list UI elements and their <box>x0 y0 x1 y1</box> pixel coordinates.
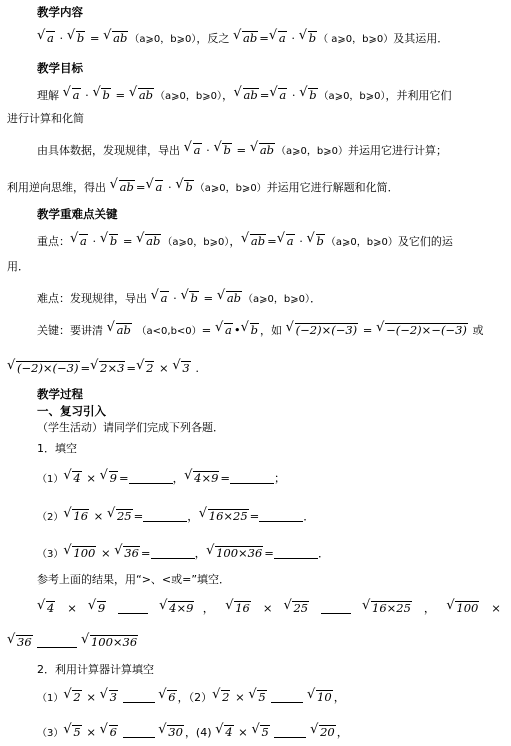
q2-line-1: （1）√ 2 × √ 3 √ 6 ，（2）√ 2 × √ 5 √ 10 ， <box>37 689 345 707</box>
keypoints-key-1: 关键：要讲清 √ ab （a<0,b<0）= √ a •√ b ，如 √ (−2)×(−3) = √ −(−2)×−(−3) 或 <box>37 322 484 340</box>
heading-process: 教学过程 <box>37 387 83 401</box>
blank[interactable] <box>118 601 148 614</box>
keypoints-important-2: 用． <box>7 260 29 273</box>
blank[interactable] <box>321 601 351 614</box>
activity-text: （学生活动）请同学们完成下列各题． <box>37 421 224 434</box>
keypoints-important-1: 重点：√ a · √ b = √ ab （a⩾0，b⩾0），√ ab =√ a · √ b （a⩾0，b⩾0）及它们的运 <box>37 233 453 251</box>
q2-line-2: （3）√ 5 × √ 6 √ 30 ，(4) √ 4 × √ 5 √ 20 ， <box>37 724 348 742</box>
blank[interactable] <box>37 635 77 648</box>
blank[interactable] <box>271 690 303 703</box>
keypoints-key-2: √ (−2)×(−3) =√ 2×3 =√ 2 × √ 3 . <box>7 360 199 376</box>
goals-line-1: 理解 √ a · √ b = √ ab （a⩾0，b⩾0），√ ab =√ a · √ b （a⩾0，b⩾0），并利用它们 <box>37 87 452 105</box>
compare-hint: 参考上面的结果，用“>、<或=”填空． <box>37 573 231 586</box>
blank[interactable] <box>274 725 306 738</box>
goals-line-3: 由具体数据，发现规律，导出 √ a · √ b = √ ab （a⩾0，b⩾0）并运用它进行计算； <box>37 142 447 160</box>
heading-content: 教学内容 <box>37 5 83 19</box>
q1-item-2: （2）√ 16 × √ 25 = ，√ 16×25 = ． <box>37 508 315 526</box>
q1-item-1: （1）√ 4 × √ 9 = ，√ 4×9 = ； <box>37 470 286 488</box>
blank[interactable] <box>129 471 173 484</box>
blank[interactable] <box>123 725 155 738</box>
blank[interactable] <box>143 509 187 522</box>
compare-line-2: √ 36 √ 100×36 <box>7 634 139 650</box>
blank[interactable] <box>274 546 318 559</box>
blank[interactable] <box>151 546 195 559</box>
blank[interactable] <box>230 471 274 484</box>
heading-section-1: 一、复习引入 <box>37 404 106 418</box>
goals-line-2: 进行计算和化简 <box>7 112 84 125</box>
content-formula-line: √ a · √ b = √ ab （a⩾0，b⩾0），反之 √ ab =√ a · √ b （ a⩾0，b⩾0）及其运用． <box>37 30 448 48</box>
blank[interactable] <box>123 690 155 703</box>
heading-goals: 教学目标 <box>37 61 83 75</box>
compare-line-1: √ 4 × √ 9 √ 4×9 ， √ 16 × √ 25 √ 16×25 ， √ 100 × <box>37 600 501 616</box>
keypoints-difficult: 难点：发现规律，导出 √ a · √ b = √ ab （a⩾0，b⩾0）． <box>37 290 322 308</box>
goals-line-4: 利用逆向思维，得出 √ ab =√ a · √ b （a⩾0，b⩾0）并运用它进行解题和化简． <box>7 179 399 197</box>
q1-title: 1．填空 <box>37 442 77 455</box>
q2-title: 2．利用计算器计算填空 <box>37 663 154 676</box>
q1-item-3: （3）√ 100 × √ 36 = ，√ 100×36 = ． <box>37 545 329 563</box>
blank[interactable] <box>259 509 303 522</box>
heading-keypoints: 教学重难点关键 <box>37 207 118 221</box>
